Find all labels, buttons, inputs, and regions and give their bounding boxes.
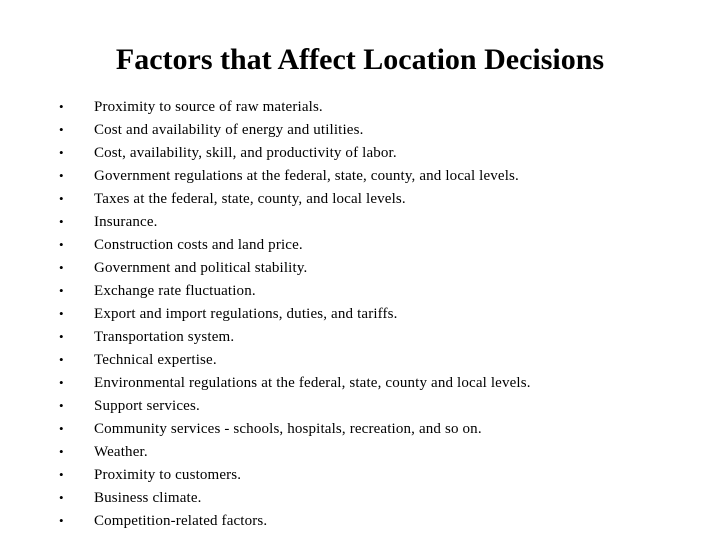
list-item-text: Weather. — [94, 444, 148, 460]
bullet-icon: • — [59, 375, 64, 390]
list-item — [55, 141, 695, 164]
bullet-icon: • — [59, 490, 64, 505]
list-item — [55, 302, 695, 325]
bullet-icon: • — [59, 513, 64, 528]
bullet-icon: • — [59, 145, 64, 160]
list-item — [55, 233, 695, 256]
list-item-text: Insurance. — [94, 214, 158, 230]
list-item — [55, 118, 695, 141]
list-item-text: Competition-related factors. — [94, 513, 268, 529]
bullet-icon: • — [59, 421, 64, 436]
bullet-icon: • — [59, 467, 64, 482]
list-item — [55, 348, 695, 371]
list-item-text: Community services - schools, hospitals, recreation, and so on. — [94, 421, 482, 437]
bullet-icon: • — [59, 444, 64, 459]
list-item — [55, 210, 695, 233]
list-item — [55, 509, 695, 532]
list-item-text: Construction costs and land price. — [94, 237, 303, 253]
list-item — [55, 164, 695, 187]
list-item — [55, 95, 695, 118]
list-item — [55, 256, 695, 279]
list-item-text: Taxes at the federal, state, county, and local levels. — [94, 191, 406, 207]
list-item-text: Business climate. — [94, 490, 202, 506]
list-item-text: Government regulations at the federal, state, county, and local levels. — [94, 168, 519, 184]
list-item — [55, 325, 695, 348]
list-item-text: Technical expertise. — [94, 352, 217, 368]
bullet-icon: • — [59, 306, 64, 321]
list-item — [55, 417, 695, 440]
bullet-icon: • — [59, 329, 64, 344]
list-item-text: Export and import regulations, duties, and tariffs. — [94, 306, 398, 322]
list-item — [55, 486, 695, 509]
bullet-icon: • — [59, 398, 64, 413]
list-item — [55, 279, 695, 302]
bullet-icon: • — [59, 191, 64, 206]
list-item-text: Cost, availability, skill, and productivity of labor. — [94, 145, 397, 161]
list-item-text: Cost and availability of energy and utilities. — [94, 122, 364, 138]
list-item-text: Environmental regulations at the federal, state, county and local levels. — [94, 375, 531, 391]
list-item — [55, 463, 695, 486]
bullet-icon: • — [59, 352, 64, 367]
list-item — [55, 187, 695, 210]
bullet-icon: • — [59, 283, 64, 298]
list-item — [55, 371, 695, 394]
list-item-text: Support services. — [94, 398, 200, 414]
bullet-icon: • — [59, 168, 64, 183]
list-item-text: Proximity to source of raw materials. — [94, 99, 323, 115]
bullet-icon: • — [59, 122, 64, 137]
bullet-list — [55, 95, 695, 532]
list-item-text: Proximity to customers. — [94, 467, 242, 483]
list-item-text: Government and political stability. — [94, 260, 308, 276]
list-item — [55, 394, 695, 417]
slide-title: Factors that Affect Location Decisions — [115, 43, 605, 76]
list-item — [55, 440, 695, 463]
list-item-text: Transportation system. — [94, 329, 235, 345]
bullet-icon: • — [59, 214, 64, 229]
list-item-text: Exchange rate fluctuation. — [94, 283, 256, 299]
bullet-icon: • — [59, 260, 64, 275]
bullet-icon: • — [59, 237, 64, 252]
bullet-icon: • — [59, 99, 64, 114]
